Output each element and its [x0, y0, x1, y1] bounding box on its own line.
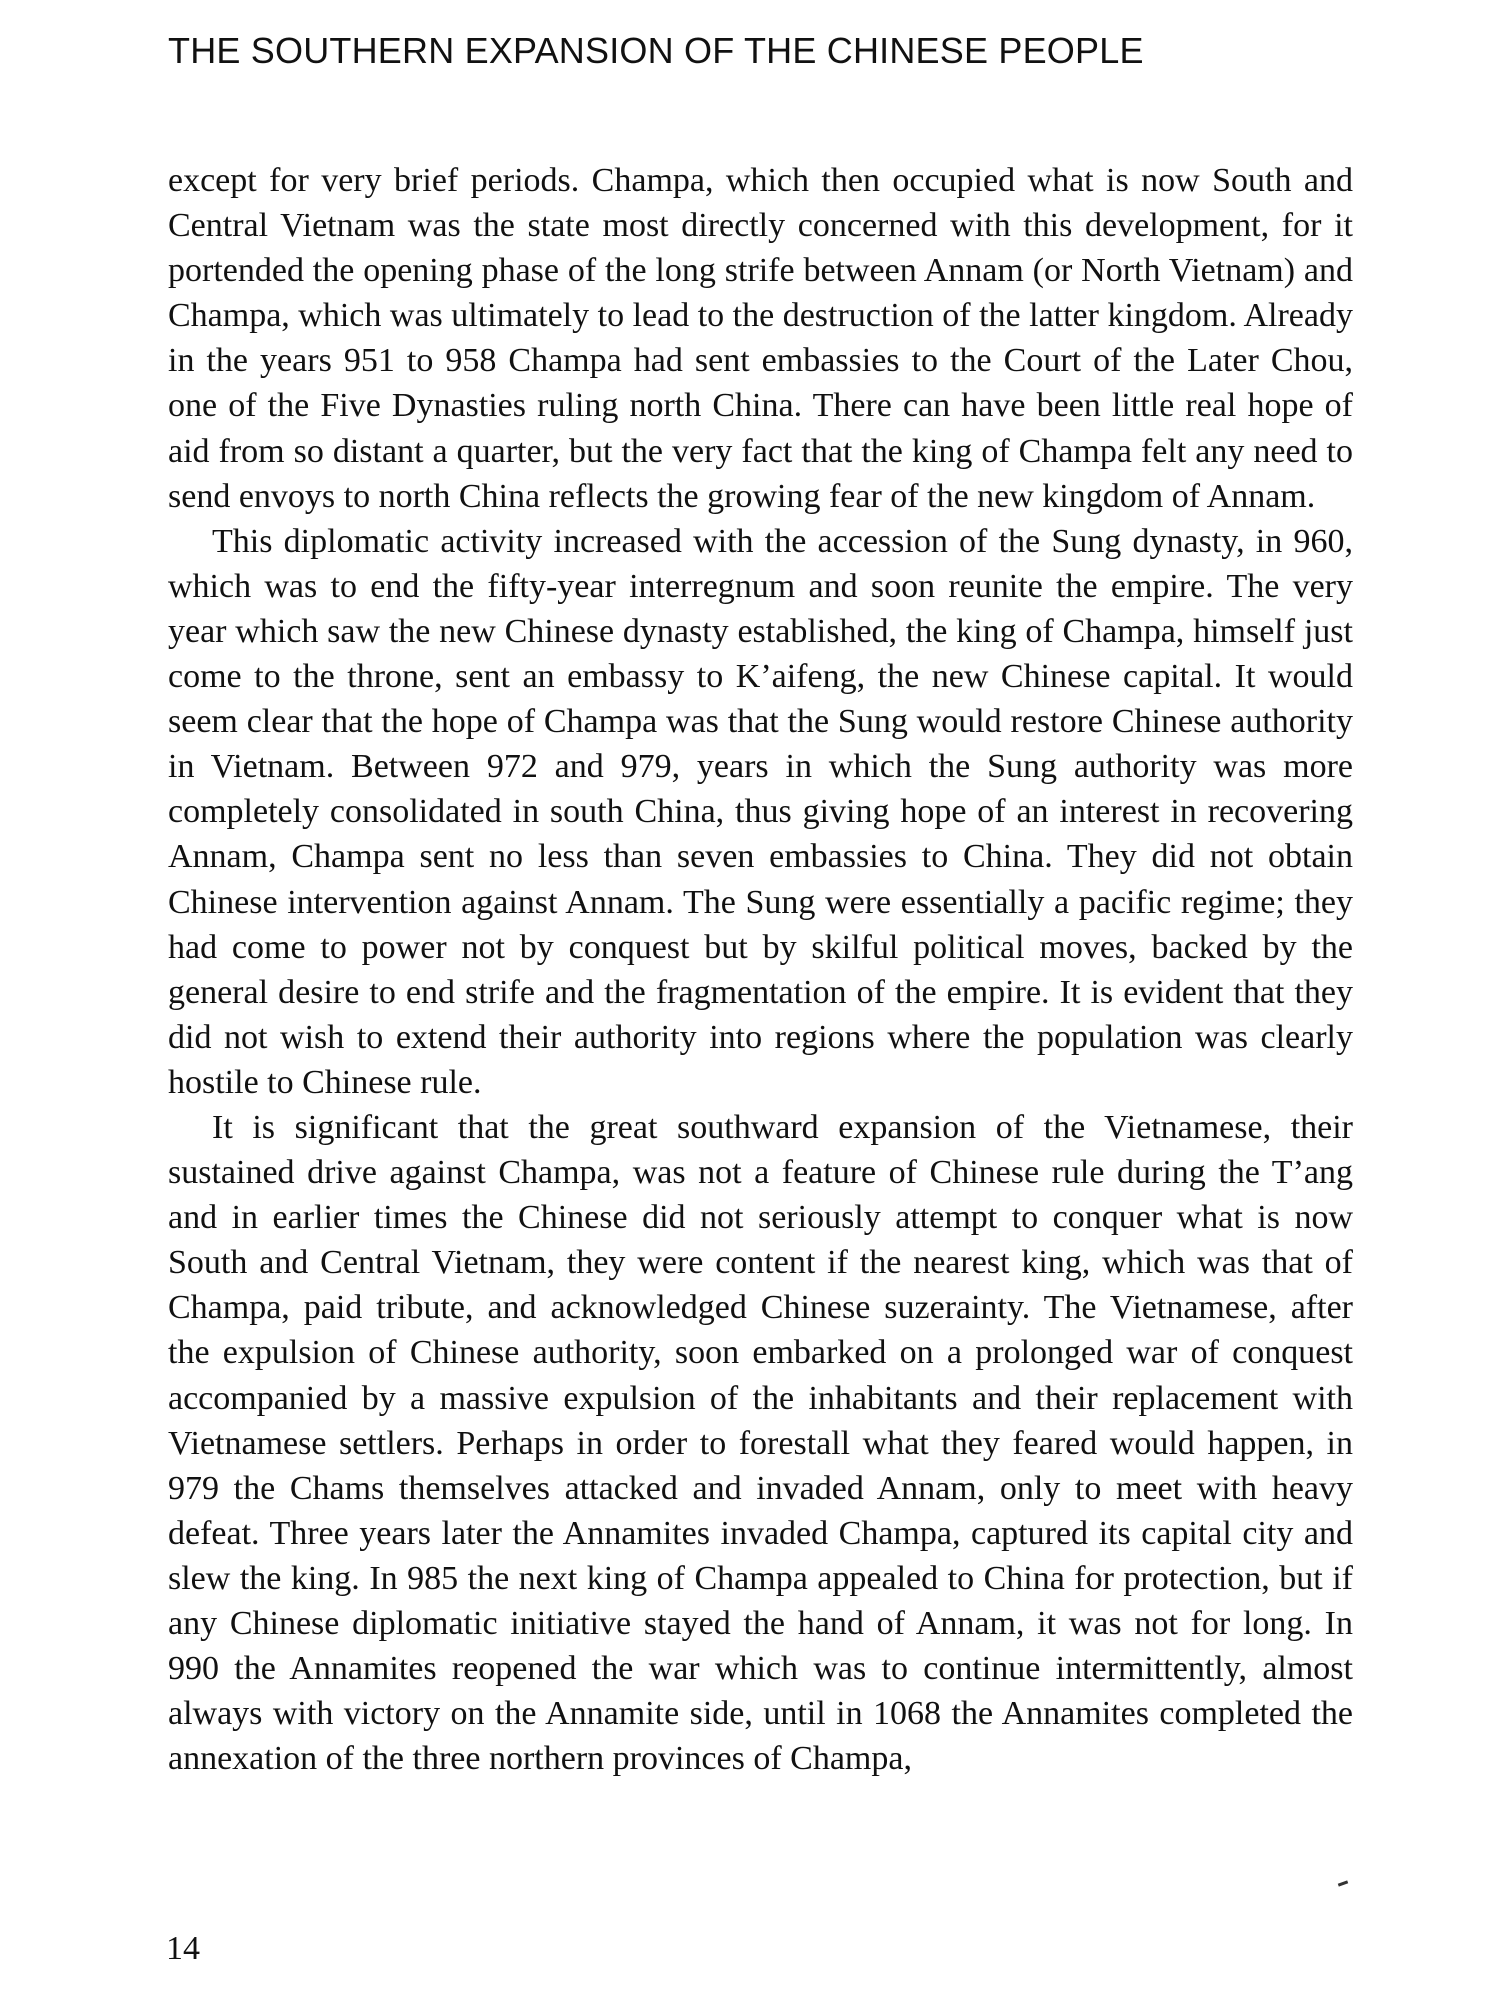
- body-text: [168, 158, 1353, 1781]
- paragraph-1: except for very brief periods. Champa, which then occupied what is now South and Central Vietnam was the state most directly concerned with this development, for it portended the opening phase of the long strife between Annam (or North Vietnam) and Champa, which was ultimately to lead to the destruction of the latter kingdom. Already in the years 951 to 958 Champa had sent embassies to the Court of the Later Chou, one of the Five Dynasties ruling north China. There can have been little real hope of aid from so distant a quarter, but the very fact that the king of Champa felt any need to send envoys to north China reflects the growing fear of the new kingdom of Annam.: [168, 162, 1353, 515]
- paragraph-3: It is significant that the great southward expansion of the Vietnamese, their sustained drive against Champa, was not a feature of Chinese rule during the T’ang and in earlier times the Chinese did not seriously attempt to conquer what is now South and Central Vietnam, they were content if the nearest king, which was that of Champa, paid tribute, and acknowledged Chinese suzerainty. The Vietnamese, after the expulsion of Chinese authority, soon embarked on a prolonged war of conquest accompanied by a massive expulsion of the inhabitants and their replacement with Vietnamese settlers. Perhaps in order to forestall what they feared would happen, in 979 the Chams themselves attacked and invaded Annam, only to meet with heavy defeat. Three years later the Annamites invaded Champa, captured its capital city and slew the king. In 985 the next king of Champa appealed to China for protection, but if any Chinese diplomatic initiative stayed the hand of Annam, it was not for long. In 990 the Annamites reopened the war which was to continue intermittently, almost always with victory on the Annamite side, until in 1068 the Annamites completed the annexation of the three northern provinces of Champa,: [168, 1108, 1353, 1778]
- page-number: 14: [166, 1930, 200, 1967]
- paragraph-2: This diplomatic activity increased with the accession of the Sung dynasty, in 960, which was to end the fifty-year interregnum and soon reunite the empire. The very year which saw the new Chinese dynasty established, the king of Champa, himself just come to the throne, sent an embassy to K’aifeng, the new Chinese capital. It would seem clear that the hope of Champa was that the Sung would restore Chinese authority in Vietnam. Between 972 and 979, years in which the Sung authority was more completely consolidated in south China, thus giving hope of an interest in recovering Annam, Champa sent no less than seven embassies to China. They did not obtain Chinese intervention against Annam. The Sung were essentially a pacific regime; they had come to power not by conquest but by skilful political moves, backed by the general desire to end strife and the fragmentation of the empire. It is evident that they did not wish to extend their authority into regions where the population was clearly hostile to Chinese rule.: [168, 522, 1353, 1101]
- stray-ink-mark: [1338, 1880, 1348, 1886]
- running-head-title: THE SOUTHERN EXPANSION OF THE CHINESE PEOPLE: [168, 30, 1144, 71]
